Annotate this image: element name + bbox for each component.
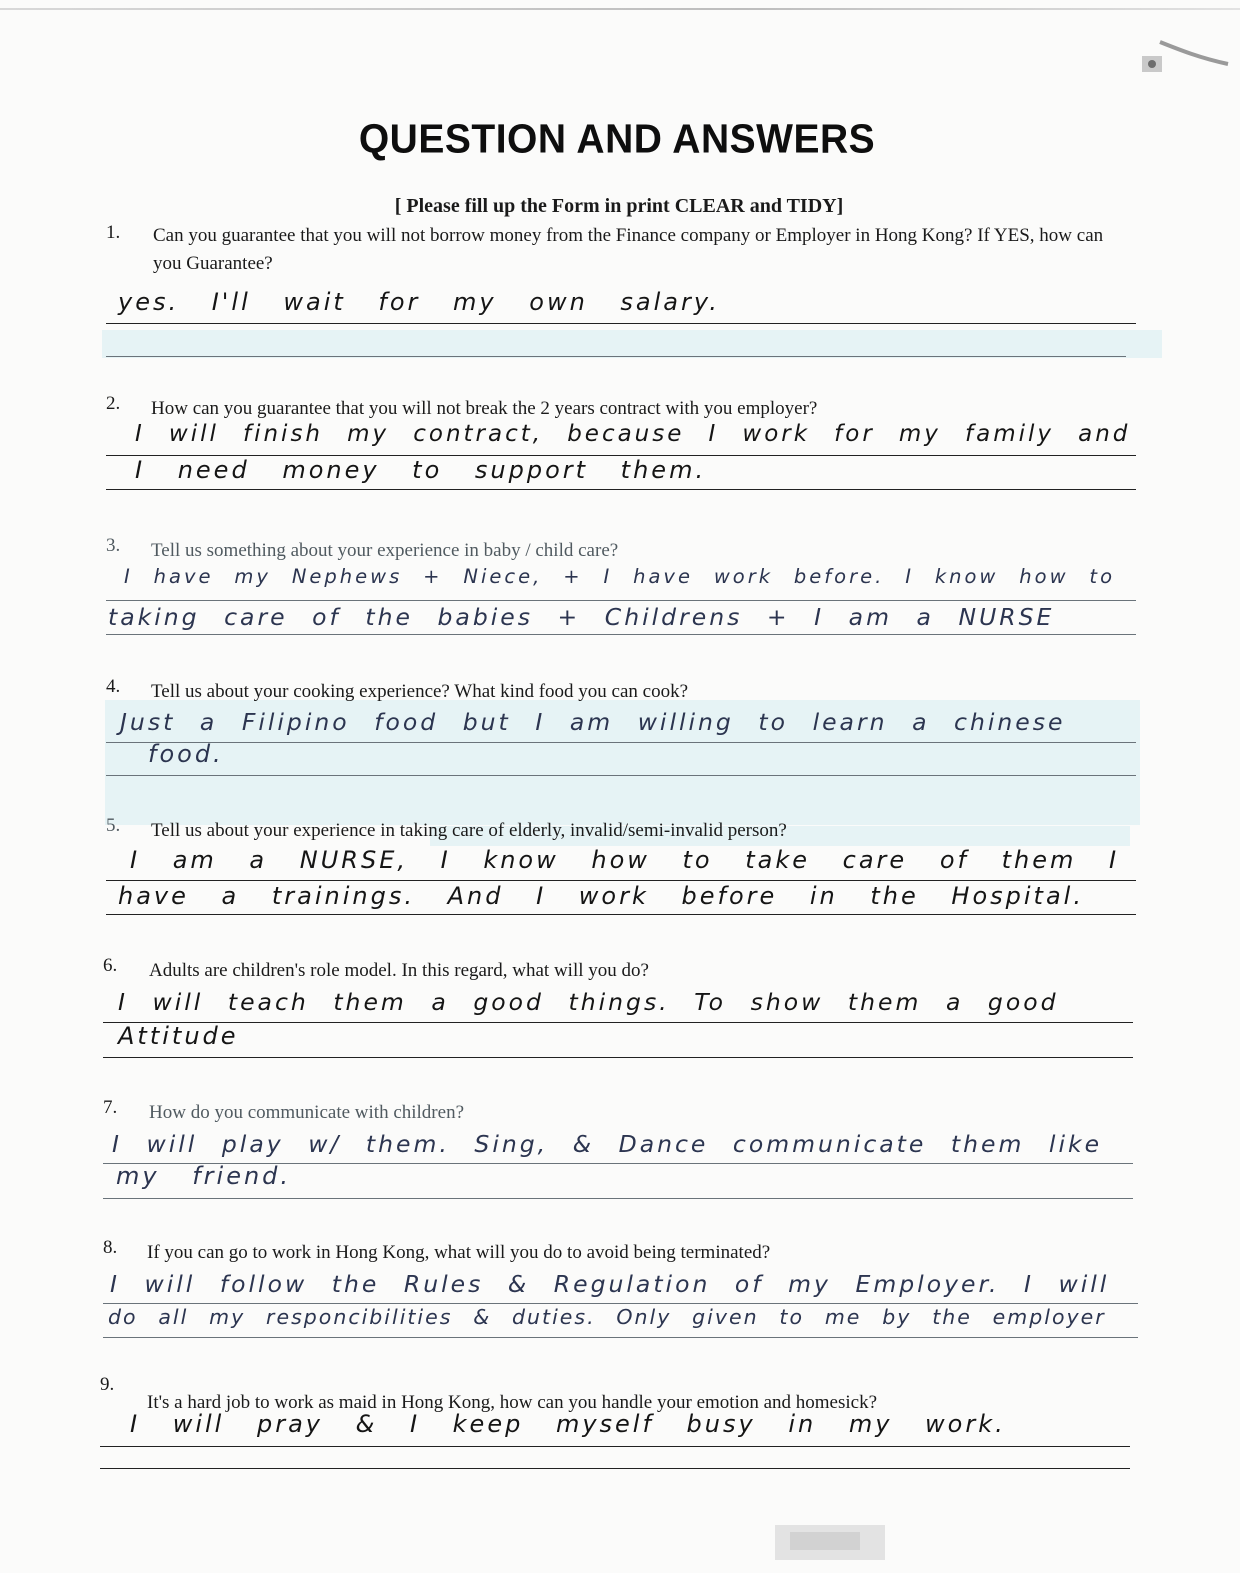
question-number: 6. — [103, 955, 118, 976]
answer-text: I will pray & I keep myself busy in my work. — [130, 1410, 1006, 1438]
question-text: Tell us about your experience in taking care of elderly, invalid/semi-invalid person? — [151, 820, 787, 841]
question-number: 2. — [106, 393, 121, 414]
answer-line — [106, 880, 1136, 881]
scan-smudge-icon — [770, 1520, 890, 1565]
answer-text: taking care of the babies + Childrens + I am a NURSE — [108, 603, 1055, 631]
question-number: 5. — [106, 815, 121, 836]
question-text: How do you communicate with children? — [149, 1102, 465, 1123]
answer-text: I will teach them a good things. To show them a good — [118, 988, 1059, 1016]
blue-tint-band — [102, 330, 1162, 358]
answer-line — [106, 742, 1136, 743]
question-text: Tell us about your cooking experience? What kind food you can cook? — [151, 681, 689, 702]
question-number: 8. — [103, 1237, 118, 1258]
answer-text: I will finish my contract, because I work for my family and — [135, 421, 1131, 447]
answer-text: I will play w/ them. Sing, & Dance communicate them like — [112, 1130, 1103, 1158]
question-text: Can you guarantee that you will not borrow money from the Finance company or Employer in Hong Kong? If YES, how can you Guarantee? — [153, 225, 1104, 274]
form-instruction: [ Please fill up the Form in print CLEAR and TIDY] — [394, 195, 844, 217]
answer-text: I have my Nephews + Niece, + I have work before. I know how to — [124, 565, 1115, 588]
answer-line — [106, 356, 1126, 357]
answer-line — [106, 634, 1136, 635]
answer-line — [106, 489, 1136, 490]
answer-line — [100, 1468, 1130, 1469]
answer-line — [100, 1446, 1130, 1447]
answer-line — [103, 1303, 1138, 1304]
answer-line — [103, 1022, 1133, 1023]
answer-line — [106, 600, 1136, 601]
answer-text: do all my responcibilities & duties. Only given to me by the employer — [108, 1305, 1106, 1329]
scan-artifact-icon — [1140, 40, 1230, 80]
answer-text: I will follow the Rules & Regulation of my Employer. I will — [110, 1270, 1110, 1298]
answer-line — [106, 323, 1136, 324]
answer-text: food. — [148, 740, 224, 768]
answer-text: Attitude — [118, 1022, 239, 1050]
question-number: 4. — [106, 676, 121, 697]
question-text: Tell us something about your experience in baby / child care? — [151, 540, 619, 561]
answer-text: I am a NURSE, I know how to take care of them I — [130, 846, 1120, 874]
question-text: How can you guarantee that you will not break the 2 years contract with you employer? — [151, 398, 818, 419]
question-text: Adults are children's role model. In this regard, what will you do? — [149, 960, 649, 981]
answer-text: Just a Filipino food but I am willing to learn a chinese — [120, 708, 1066, 736]
page-title: QUESTION AND ANSWERS — [358, 116, 876, 163]
answer-line — [106, 775, 1136, 776]
question-number: 3. — [106, 535, 121, 556]
scan-edge-line — [0, 8, 1240, 10]
question-number: 1. — [106, 222, 121, 243]
answer-text: my friend. — [116, 1162, 292, 1190]
question-number: 7. — [103, 1097, 118, 1118]
answer-text: I need money to support them. — [135, 456, 707, 484]
answer-text: have a trainings. And I work before in the Hospital. — [118, 882, 1084, 910]
question-text: It's a hard job to work as maid in Hong Kong, how can you handle your emotion and homesick? — [147, 1392, 878, 1413]
answer-line — [103, 1337, 1138, 1338]
question-text: If you can go to work in Hong Kong, what will you do to avoid being terminated? — [147, 1242, 771, 1263]
answer-line — [103, 1198, 1133, 1199]
answer-text: yes. I'll wait for my own salary. — [118, 288, 720, 316]
answer-line — [103, 1057, 1133, 1058]
answer-line — [106, 914, 1136, 915]
question-number: 9. — [100, 1374, 115, 1395]
